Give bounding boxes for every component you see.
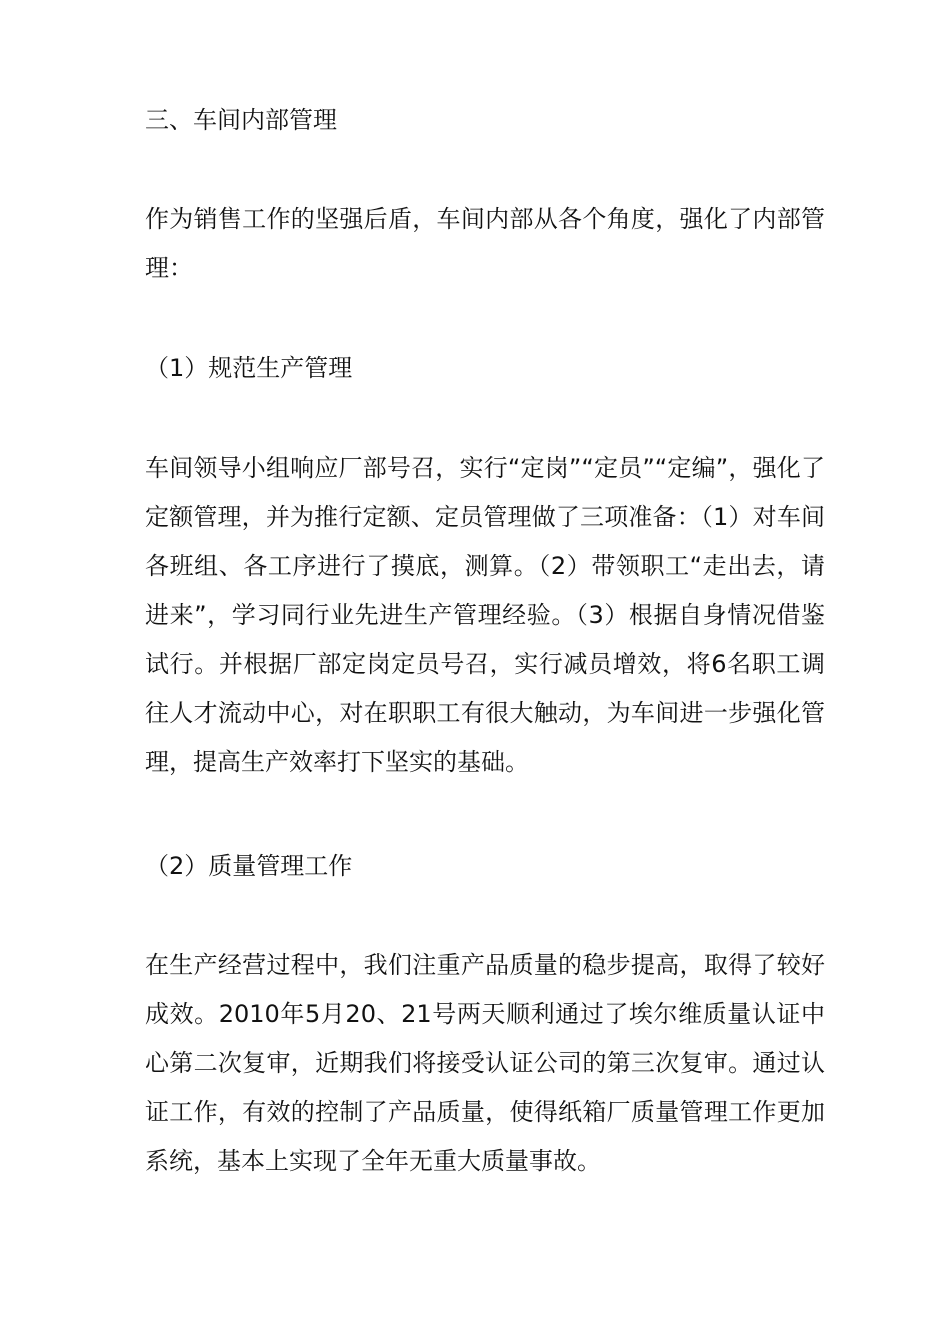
subsection-2-heading: （2）质量管理工作 [145,852,353,880]
subsection-1-body: 车间领导小组响应厂部号召，实行“定岗”“定员”“定编”，强化了定额管理，并为推行定额、定员管理做了三项准备：（1）对车间各班组、各工序进行了摸底，测算。（2）带领职工“走出去，请进来”，学习同行业先进生产管理经验。（3）根据自身情况借鉴试行。并根据厂部定岗定员号召，实行减员增效，将6名职工调往人才流动中心，对在职职工有很大触动，为车间进一步强化管理，提高生产效率打下坚实的基础。 [145,454,825,776]
subsection-2-body: 在生产经营过程中，我们注重产品质量的稳步提高，取得了较好成效。2010年5月20、21号两天顺利通过了埃尔维质量认证中心第二次复审，近期我们将接受认证公司的第三次复审。通过认证工作，有效的控制了产品质量，使得纸箱厂质量管理工作更加系统，基本上实现了全年无重大质量事故。 [145,951,825,1175]
subsection-1-heading: （1）规范生产管理 [145,354,353,382]
intro-paragraph: 作为销售工作的坚强后盾，车间内部从各个角度，强化了内部管理： [145,205,825,282]
section-heading: 三、车间内部管理 [145,106,337,134]
